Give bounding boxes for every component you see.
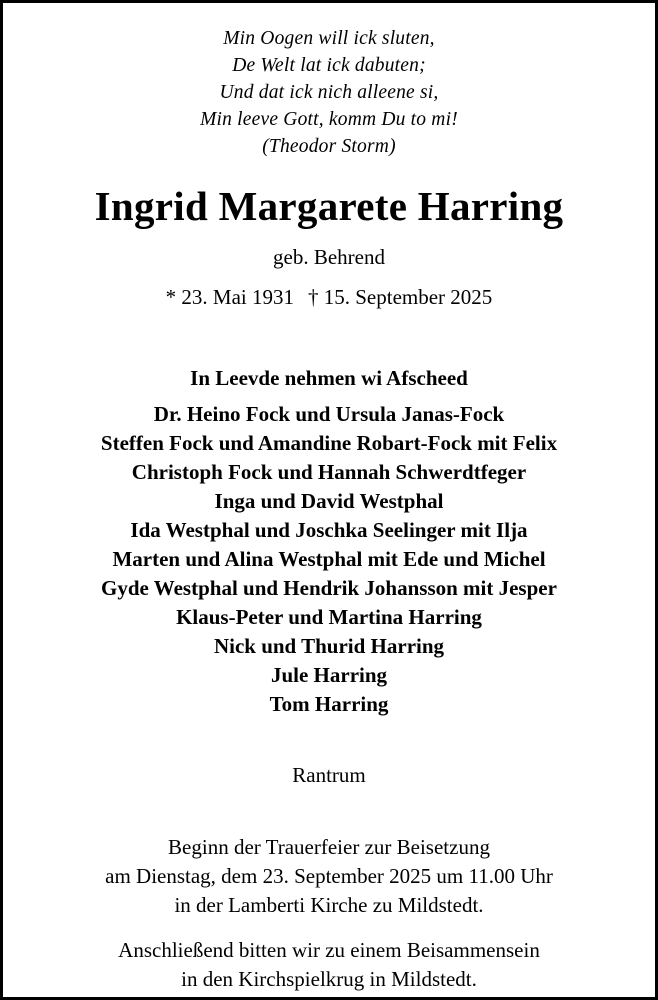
mourner-line: Tom Harring [269,692,389,716]
service-line: Beginn der Trauerfeier zur Beisetzung [168,835,490,859]
poem-line: Min leeve Gott, komm Du to mi! [200,109,458,130]
mourner-line: Klaus-Peter und Martina Harring [176,605,482,629]
service-details [25,833,633,920]
mourner-line: Steffen Fock und Amandine Robart-Fock mit Felix [100,431,558,455]
service-line: am Dienstag, dem 23. September 2025 um 11.00 Uhr [105,864,553,888]
mourner-line: Christoph Fock und Hannah Schwerdtfeger [131,460,527,484]
poem-line: De Welt lat ick dabuten; [232,55,426,76]
location-text: Rantrum [292,763,366,787]
service-line: in der Lamberti Kirche zu Mildstedt. [174,893,484,917]
poem-line: Und dat ick nich alleene si, [219,82,439,103]
gathering-details [25,936,633,994]
mourner-line: Gyde Westphal und Hendrik Johansson mit Jesper [101,576,557,600]
deceased-name: Ingrid Margarete Harring [94,183,564,229]
mourners-list [25,400,633,719]
gathering-line: Anschließend bitten wir zu einem Beisammensein [118,938,540,962]
poem-block [25,25,633,160]
mourner-line: Ida Westphal und Joschka Seelinger mit Ilja [130,518,528,542]
mourner-line: Inga und David Westphal [214,489,444,513]
mourning-heading: In Leevde nehmen wi Afscheed [190,366,468,390]
death-date: † 15. September 2025 [308,285,493,309]
mourner-line: Jule Harring [270,663,388,687]
mourner-line: Nick und Thurid Harring [213,634,445,658]
life-dates [25,284,633,310]
mourner-line: Dr. Heino Fock und Ursula Janas-Fock [153,402,505,426]
poem-attribution: (Theodor Storm) [262,136,396,157]
gathering-line: in den Kirchspielkrug in Mildstedt. [181,967,477,991]
mourner-line: Marten und Alina Westphal mit Ede und Michel [112,547,546,571]
deceased-maiden-name: geb. Behrend [273,245,385,269]
poem-line: Min Oogen will ick sluten, [223,28,435,49]
birth-date: * 23. Mai 1931 [165,285,294,309]
